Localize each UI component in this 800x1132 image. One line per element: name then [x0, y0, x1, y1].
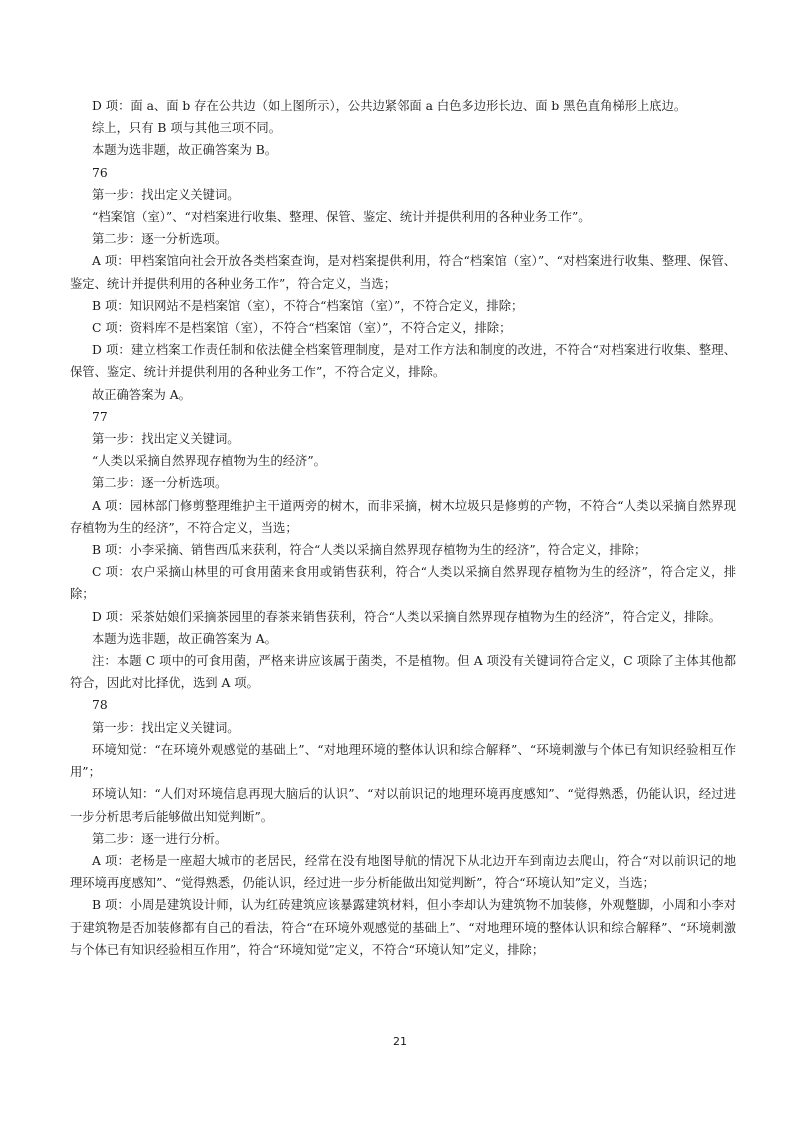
paragraph: D 项：建立档案工作责任制和依法健全档案管理制度，是对工作方法和制度的改进，不符合“对档案进行收集、整理、保管、鉴定、统计并提供利用的各种业务工作”，不符合定义，排除。 — [70, 343, 736, 380]
paragraph: B 项：小李采摘、销售西瓜来获利，符合“人类以采摘自然界现存植物为生的经济”，符合定义，排除； — [92, 543, 647, 558]
paragraph: B 项：知识网站不是档案馆（室），不符合“档案馆（室）”，不符合定义，排除； — [92, 298, 524, 313]
paragraph: D 项：采茶姑娘们采摘茶园里的春茶来销售获利，符合“人类以采摘自然界现存植物为生的经济”，符合定义，排除。 — [92, 609, 721, 624]
paragraph: 本题为选非题，故正确答案为 B。 — [92, 143, 278, 158]
paragraph: 注：本题 C 项中的可食用菌，严格来讲应该属于菌类，不是植物。但 A 项没有关键词符合定义，C 项除了主体其他都符合，因此对比择优，选到 A 项。 — [70, 654, 736, 691]
paragraph: A 项：甲档案馆向社会开放各类档案查询，是对档案提供利用，符合“档案馆（室）”、“对档案进行收集、整理、保管、鉴定、统计并提供利用的各种业务工作”，符合定义，当选； — [70, 254, 736, 291]
paragraph: 故正确答案为 A。 — [92, 387, 191, 402]
paragraph: 第一步：找出定义关键词。 — [92, 432, 240, 447]
paragraph: D 项：面 a、面 b 存在公共边（如上图所示），公共边紧邻面 a 白色多边形长边、面 b 黑色直角梯形上底边。 — [92, 99, 687, 113]
paragraph: C 项：资料库不是档案馆（室），不符合“档案馆（室）”，不符合定义，排除； — [92, 321, 512, 336]
paragraph: 第一步：找出定义关键词。 — [92, 187, 240, 202]
paragraph: B 项：小周是建筑设计师，认为红砖建筑应该暴露建筑材料，但小李却认为建筑物不加装修，外观蹩脚，小周和小李对于建筑物是否加装修都有自己的看法，符合“在环境外观感觉的基础上”、“对地理环境的整体认识和综合解释”、“环境刺激与个体已有知识经验相互作用”，符合“环境知觉”定义，不符合“环境认知”定义，排除； — [70, 898, 736, 957]
paragraph: “人类以采摘自然界现存植物为生的经济”。 — [92, 454, 326, 469]
paragraph: C 项：农户采摘山林里的可食用菌来食用或销售获利，符合“人类以采摘自然界现存植物为生的经济”，符合定义，排除； — [70, 565, 736, 602]
paragraph: 第二步：逐一分析选项。 — [92, 232, 228, 247]
paragraph: 第二步：逐一分析选项。 — [92, 476, 228, 491]
question-number: 76 — [92, 165, 108, 180]
paragraph: A 项：老杨是一座超大城市的老居民，经常在没有地图导航的情况下从北边开车到南边去爬山，符合“对以前识记的地理环境再度感知”、“觉得熟悉，仍能认识，经过进一步分析能做出知觉判断”，符合“环境认知”定义，当选； — [70, 853, 736, 891]
paragraph: 环境认知：“人们对环境信息再现大脑后的认识”、“对以前识记的地理环境再度感知”、“觉得熟悉，仍能认识，经过进一步分析思考后能够做出知觉判断”。 — [70, 787, 736, 824]
paragraph: 综上，只有 B 项与其他三项不同。 — [92, 121, 282, 136]
paragraph: “档案馆（室）”、“对档案进行收集、整理、保管、鉴定、统计并提供利用的各种业务工作”。 — [92, 210, 591, 225]
paragraph: 第二步：逐一进行分析。 — [92, 831, 228, 846]
page-number: 21 — [393, 1035, 407, 1048]
question-number: 77 — [92, 409, 108, 424]
paragraph: 本题为选非题，故正确答案为 A。 — [92, 631, 277, 646]
paragraph: 环境知觉：“在环境外观感觉的基础上”、“对地理环境的整体认识和综合解释”、“环境刺激与个体已有知识经验相互作用”； — [70, 742, 736, 780]
paragraph: A 项：园林部门修剪整理维护主干道两旁的树木，而非采摘，树木垃圾只是修剪的产物，不符合“人类以采摘自然界现存植物为生的经济”，不符合定义，当选； — [70, 498, 736, 535]
document-body — [70, 95, 736, 961]
question-number: 78 — [92, 698, 108, 713]
paragraph: 第一步：找出定义关键词。 — [92, 720, 240, 735]
